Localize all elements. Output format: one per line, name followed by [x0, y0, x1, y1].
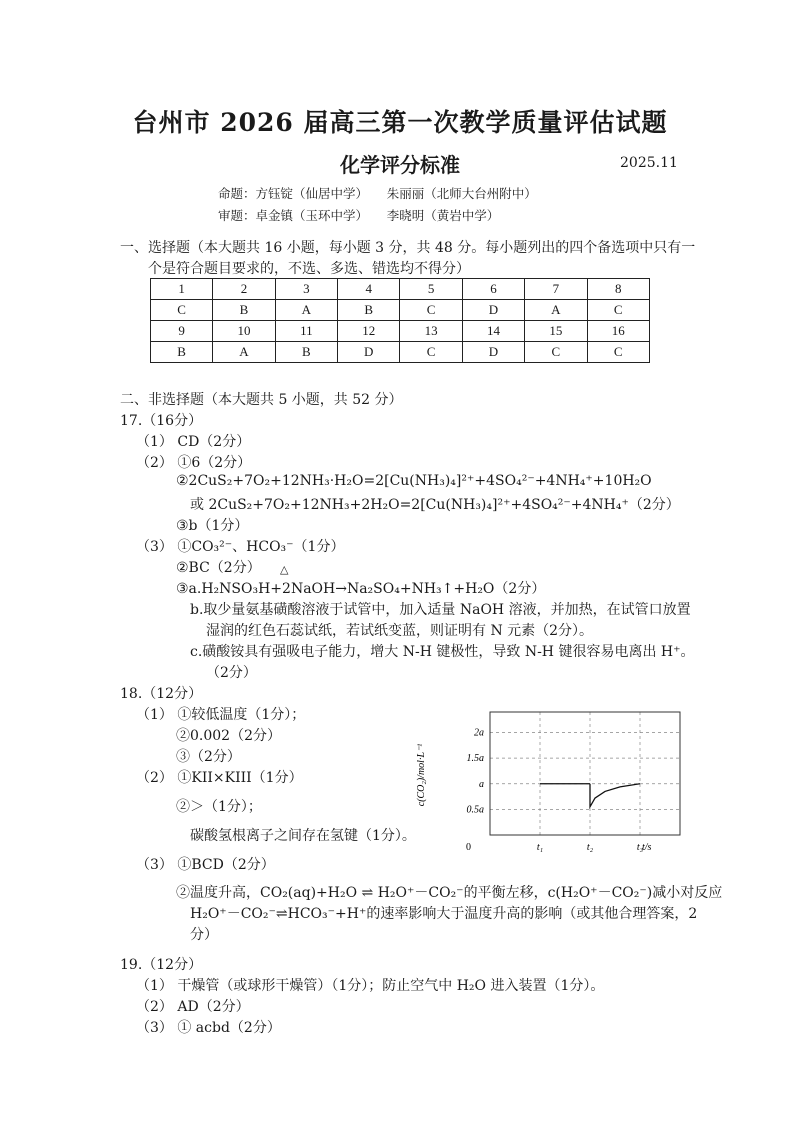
x-tick-label: t₃	[636, 842, 644, 853]
table-cell: D	[338, 342, 400, 363]
q18-part2-b: ②＞（1分）；	[176, 799, 262, 815]
q19-part3: （3） ① acbd（2分）	[136, 1020, 281, 1036]
table-row	[151, 279, 650, 300]
y-tick-label: 1.5a	[466, 753, 484, 765]
date-label: 2025.11	[620, 155, 678, 171]
q18-part1-c: ③（2分）	[176, 749, 241, 765]
series-line-1	[590, 784, 640, 807]
co2-concentration-chart	[410, 700, 700, 860]
y-axis-label: c(CO₂)/mol·L⁻¹	[416, 743, 427, 807]
q18-part1-a: （1） ①较低温度（1分）；	[136, 707, 306, 723]
q18-part2-c: 碳酸氢根离子之间存在氢键（1分）。	[190, 828, 416, 844]
q19-part1: （1） 干燥管（或球形干燥管）（1分）；防止空气中 H₂O 进入装置（1分）。	[136, 978, 605, 994]
table-row	[151, 321, 650, 342]
chart-grid	[490, 712, 680, 835]
table-row	[151, 342, 650, 363]
q17-part2-b: ②2CuS₂+7O₂+12NH₃·H₂O=2[Cu(NH₃)₄]²⁺+4SO₄²⁻+4NH₄⁺+10H₂O	[176, 473, 652, 489]
chart-ticks	[467, 728, 644, 854]
authors-line-1: 命题：方钰锭（仙居中学） 朱丽丽（北师大台州附中）	[218, 186, 537, 201]
q18-title: 18.（12分）	[120, 686, 203, 702]
q17-part1: （1） CD（2分）	[136, 434, 251, 450]
table-cell: B	[275, 342, 337, 363]
table-cell: A	[213, 342, 275, 363]
q18-part3-b-line2: H₂O⁺－CO₂⁻⇌HCO₃⁻+H⁺的速率影响大于温度升高的影响（或其他合理答案，2	[190, 906, 698, 922]
table-cell: B	[213, 300, 275, 321]
table-cell: B	[338, 300, 400, 321]
q17-part3-e-line1: c.磺酸铵具有强吸电子能力，增大 N-H 键极性，导致 N-H 键很容易电离出 H⁺。	[190, 644, 695, 660]
y-tick-label: 2a	[474, 727, 484, 739]
origin-label: 0	[466, 842, 471, 853]
section2-heading: 二、非选择题（本大题共 5 小题，共 52 分）	[120, 392, 403, 408]
q17-part3-e-line2: （2分）	[206, 665, 257, 681]
table-cell: 10	[213, 321, 275, 342]
table-cell: C	[525, 342, 587, 363]
x-axis-label: t/s	[642, 842, 652, 853]
q17-title: 17.（16分）	[120, 413, 203, 429]
table-cell: 8	[587, 279, 649, 300]
table-cell: C	[151, 300, 213, 321]
table-cell: 6	[462, 279, 524, 300]
q17-part2-c: 或 2CuS₂+7O₂+12NH₃+2H₂O=2[Cu(NH₃)₄]²⁺+4SO₄²⁻+4NH₄⁺（2分）	[190, 497, 680, 513]
q17-part3-c: ③a.H₂NSO₃H+2NaOH→Na₂SO₄+NH₃↑+H₂O（2分）	[176, 581, 546, 597]
q19-part2: （2） AD（2分）	[136, 999, 250, 1015]
q17-part3-b: ②BC（2分）	[176, 560, 261, 576]
q18-part1-b: ②0.002（2分）	[176, 728, 281, 744]
x-tick-label: t₁	[536, 842, 544, 853]
table-cell: C	[400, 342, 462, 363]
y-tick-label: 0.5a	[466, 804, 484, 816]
table-cell: C	[587, 342, 649, 363]
table-cell: 11	[275, 321, 337, 342]
table-row	[151, 300, 650, 321]
section1-heading: 一、选择题（本大题共 16 小题，每小题 3 分，共 48 分。每小题列出的四个备选项中只有一	[120, 240, 696, 256]
table-cell: 9	[151, 321, 213, 342]
table-cell: 7	[525, 279, 587, 300]
table-cell: 13	[400, 321, 462, 342]
table-cell: 1	[151, 279, 213, 300]
answer-table	[150, 278, 650, 363]
q17-part3-d-line2: 湿润的红色石蕊试纸，若试纸变蓝，则证明有 N 元素（2分）。	[206, 623, 594, 639]
table-cell: 15	[525, 321, 587, 342]
table-cell: C	[587, 300, 649, 321]
plot-frame	[490, 712, 680, 835]
section1-heading-cont: 个是符合题目要求的，不选、多选、错选均不得分）	[148, 261, 470, 277]
q18-part3-b-line1: ②温度升高，CO₂(aq)+H₂O ⇌ H₂O⁺－CO₂⁻的平衡左移，c(H₂O⁺－CO₂⁻)减小对反应	[176, 885, 723, 901]
page-title: 台州市 2026 届高三第一次教学质量评估试题	[132, 108, 668, 137]
chart-series	[540, 784, 640, 807]
q18-part3-a: （3） ①BCD（2分）	[136, 857, 275, 873]
table-cell: 5	[400, 279, 462, 300]
q17-part2-d: ③b（1分）	[176, 518, 249, 534]
table-cell: 14	[462, 321, 524, 342]
table-cell: A	[275, 300, 337, 321]
table-cell: A	[525, 300, 587, 321]
table-cell: 2	[213, 279, 275, 300]
page-subtitle: 化学评分标准	[340, 153, 460, 177]
authors-line-2: 审题：卓金镇（玉环中学） 李晓明（黄岩中学）	[218, 208, 500, 223]
table-cell: D	[462, 342, 524, 363]
table-cell: 16	[587, 321, 649, 342]
table-cell: C	[400, 300, 462, 321]
table-cell: 3	[275, 279, 337, 300]
table-cell: B	[151, 342, 213, 363]
table-cell: 12	[338, 321, 400, 342]
q18-part3-b-line3: 分）	[190, 927, 218, 943]
table-cell: 4	[338, 279, 400, 300]
x-tick-label: t₂	[586, 842, 594, 853]
y-tick-label: a	[479, 778, 484, 790]
heat-symbol: △	[280, 563, 289, 576]
q17-part2-a: （2） ①6（2分）	[136, 455, 252, 471]
table-cell: D	[462, 300, 524, 321]
q17-part3-a: （3） ①CO₃²⁻、HCO₃⁻（1分）	[136, 539, 345, 555]
q17-part3-d-line1: b.取少量氨基磺酸溶液于试管中，加入适量 NaOH 溶液，并加热，在试管口放置	[190, 602, 691, 618]
q18-part2-a: （2） ①KII×KIII（1分）	[136, 770, 303, 786]
q19-title: 19.（12分）	[120, 957, 203, 973]
